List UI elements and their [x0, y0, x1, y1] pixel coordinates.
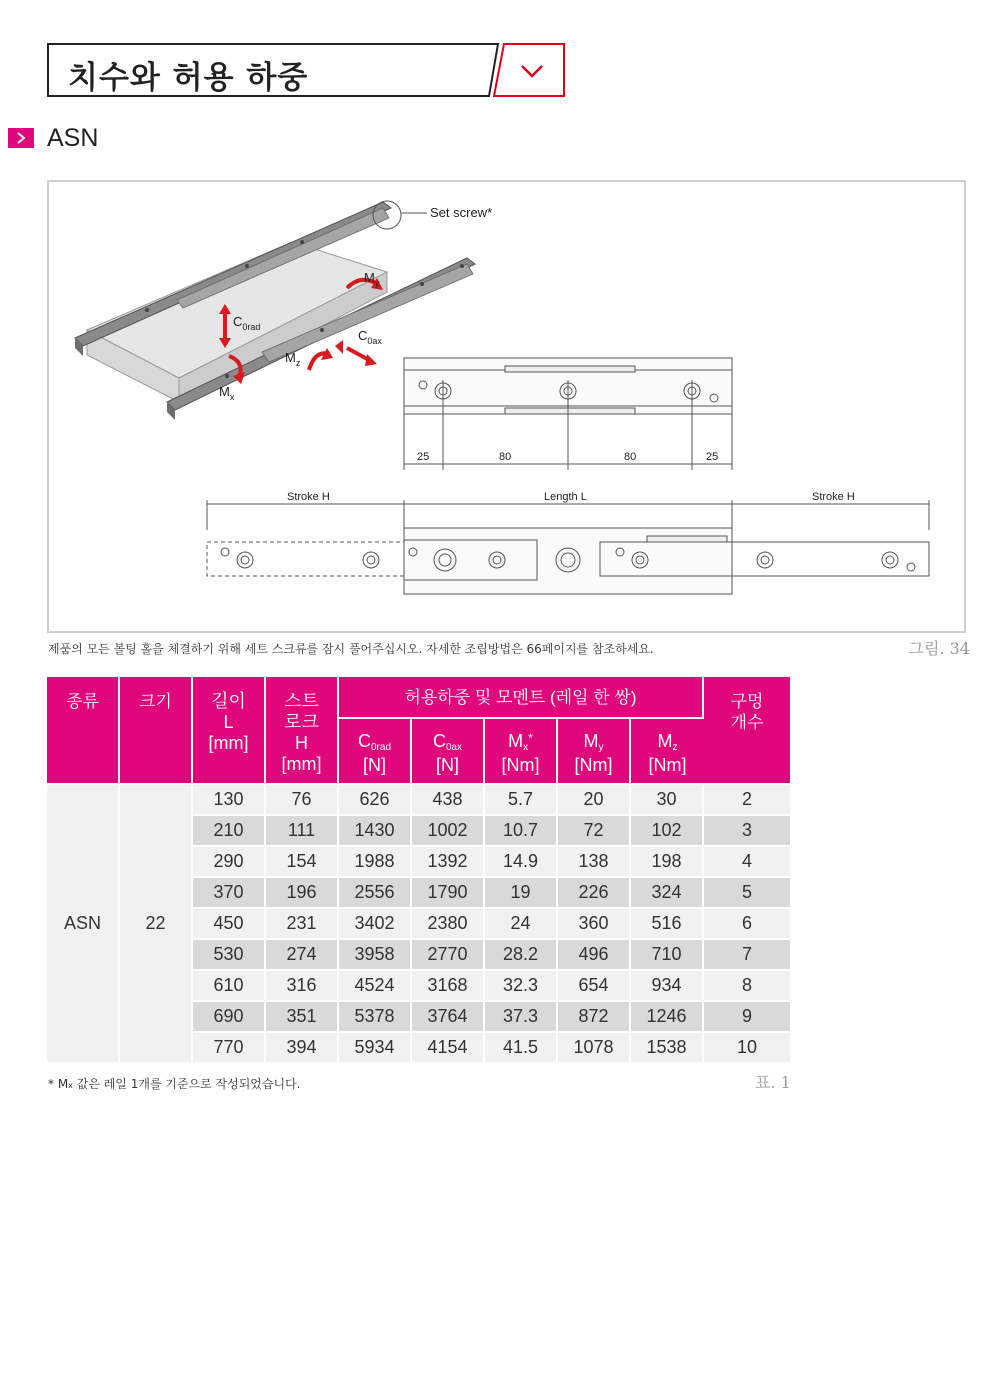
- cell-holes: 6: [704, 909, 790, 940]
- cell-length: 370: [193, 878, 266, 909]
- cell-c0ax: 2380: [412, 909, 485, 940]
- cell-mz: 710: [631, 940, 704, 971]
- cell-stroke: 351: [266, 1002, 339, 1033]
- cell-holes: 4: [704, 847, 790, 878]
- cell-stroke: 154: [266, 847, 339, 878]
- cell-stroke: 231: [266, 909, 339, 940]
- header-stroke: 스트 로크 H [mm]: [266, 677, 339, 785]
- cell-mz: 516: [631, 909, 704, 940]
- extended-view: [207, 500, 929, 594]
- header-holes: 구멍 개수: [704, 677, 790, 785]
- cell-holes: 5: [704, 878, 790, 909]
- cell-c0rad: 4524: [339, 971, 412, 1002]
- cell-my: 138: [558, 847, 631, 878]
- header-mx: Mx* [Nm]: [485, 719, 558, 785]
- cell-stroke: 111: [266, 816, 339, 847]
- cell-c0rad: 1430: [339, 816, 412, 847]
- c0ax-label: $C_{0ax}$: [358, 328, 382, 346]
- page-title: 치수와 허용 하중: [68, 60, 309, 96]
- cell-length: 130: [193, 785, 266, 816]
- cell-mx: 41.5: [485, 1033, 558, 1064]
- cell-holes: 2: [704, 785, 790, 816]
- cell-c0ax: 2770: [412, 940, 485, 971]
- cell-mz: 1246: [631, 1002, 704, 1033]
- cell-holes: 9: [704, 1002, 790, 1033]
- cell-length: 690: [193, 1002, 266, 1033]
- section-marker: [8, 128, 34, 148]
- cell-my: 360: [558, 909, 631, 940]
- cell-holes: 10: [704, 1033, 790, 1064]
- cell-stroke: 394: [266, 1033, 339, 1064]
- header-c0rad: C0rad [N]: [339, 719, 412, 785]
- figure-note: 제품의 모든 볼팅 홀을 체결하기 위해 세트 스크류를 잠시 풀어주십시오. 자세한 조립방법은 66페이지를 참조하세요.: [48, 642, 654, 656]
- cell-my: 1078: [558, 1033, 631, 1064]
- set-screw-label: Set screw*: [430, 205, 493, 220]
- header-load-group: 허용하중 및 모멘트 (레일 한 쌍): [339, 677, 704, 719]
- mz-label: $M_z$: [285, 350, 301, 368]
- cell-holes: 7: [704, 940, 790, 971]
- cell-my: 872: [558, 1002, 631, 1033]
- cell-mx: 37.3: [485, 1002, 558, 1033]
- length-label: Length L: [544, 491, 587, 503]
- mx-label: $M_x$: [219, 384, 235, 402]
- header-mz: Mz [Nm]: [631, 719, 704, 785]
- dim-25-right: 25: [706, 451, 719, 463]
- cell-c0rad: 5378: [339, 1002, 412, 1033]
- cell-c0rad: 3402: [339, 909, 412, 940]
- c0rad-label: $C_{0rad}$: [233, 314, 261, 332]
- cell-my: 72: [558, 816, 631, 847]
- cell-length: 210: [193, 816, 266, 847]
- dim-25-left: 25: [417, 451, 430, 463]
- table-label: 표. 1: [755, 1073, 791, 1092]
- cell-c0ax: 1790: [412, 878, 485, 909]
- cell-length: 290: [193, 847, 266, 878]
- cell-mx: 28.2: [485, 940, 558, 971]
- dim-80-right: 80: [624, 451, 637, 463]
- table-footnote: * Mx 값은 레일 1개를 기준으로 작성되었습니다.: [48, 1077, 301, 1091]
- cell-mx: 14.9: [485, 847, 558, 878]
- top-view: [404, 358, 732, 470]
- cell-mz: 30: [631, 785, 704, 816]
- cell-mz: 934: [631, 971, 704, 1002]
- cell-length: 450: [193, 909, 266, 940]
- cell-c0rad: 1988: [339, 847, 412, 878]
- cell-stroke: 316: [266, 971, 339, 1002]
- chevron-right-icon: [8, 128, 34, 148]
- figure-drawing: [47, 180, 966, 633]
- cell-mz: 198: [631, 847, 704, 878]
- cell-my: 226: [558, 878, 631, 909]
- spec-table: [47, 677, 790, 1064]
- cell-holes: 8: [704, 971, 790, 1002]
- cell-mz: 324: [631, 878, 704, 909]
- dim-80-left: 80: [499, 451, 512, 463]
- section-title: ASN: [47, 124, 99, 152]
- stroke-left-label: Stroke H: [287, 491, 330, 503]
- cell-c0rad: 3958: [339, 940, 412, 971]
- cell-c0ax: 3764: [412, 1002, 485, 1033]
- cell-my: 654: [558, 971, 631, 1002]
- cell-mz: 1538: [631, 1033, 704, 1064]
- chevron-down-icon[interactable]: [519, 62, 545, 80]
- cell-c0ax: 4154: [412, 1033, 485, 1064]
- type-cell: ASN: [47, 785, 120, 1064]
- stroke-right-label: Stroke H: [812, 491, 855, 503]
- cell-mx: 32.3: [485, 971, 558, 1002]
- size-cell: 22: [120, 785, 193, 1064]
- cell-mx: 5.7: [485, 785, 558, 816]
- cell-holes: 3: [704, 816, 790, 847]
- cell-c0ax: 3168: [412, 971, 485, 1002]
- cell-mz: 102: [631, 816, 704, 847]
- header-type: 종류: [47, 677, 120, 785]
- cell-c0rad: 626: [339, 785, 412, 816]
- cell-my: 496: [558, 940, 631, 971]
- cell-stroke: 274: [266, 940, 339, 971]
- cell-length: 770: [193, 1033, 266, 1064]
- my-label: $M_y$: [364, 270, 380, 288]
- header-size: 크기: [120, 677, 193, 785]
- header-my: My [Nm]: [558, 719, 631, 785]
- cell-c0ax: 1392: [412, 847, 485, 878]
- cell-c0rad: 5934: [339, 1033, 412, 1064]
- cell-my: 20: [558, 785, 631, 816]
- cell-mx: 19: [485, 878, 558, 909]
- figure-label: 그림. 34: [908, 639, 970, 658]
- table-row: [47, 785, 790, 816]
- cell-mx: 10.7: [485, 816, 558, 847]
- cell-c0ax: 1002: [412, 816, 485, 847]
- cell-stroke: 76: [266, 785, 339, 816]
- cell-c0rad: 2556: [339, 878, 412, 909]
- cell-c0ax: 438: [412, 785, 485, 816]
- header-length: 길이 L [mm]: [193, 677, 266, 785]
- cell-stroke: 196: [266, 878, 339, 909]
- cell-mx: 24: [485, 909, 558, 940]
- cell-length: 610: [193, 971, 266, 1002]
- cell-length: 530: [193, 940, 266, 971]
- header-c0ax: C0ax [N]: [412, 719, 485, 785]
